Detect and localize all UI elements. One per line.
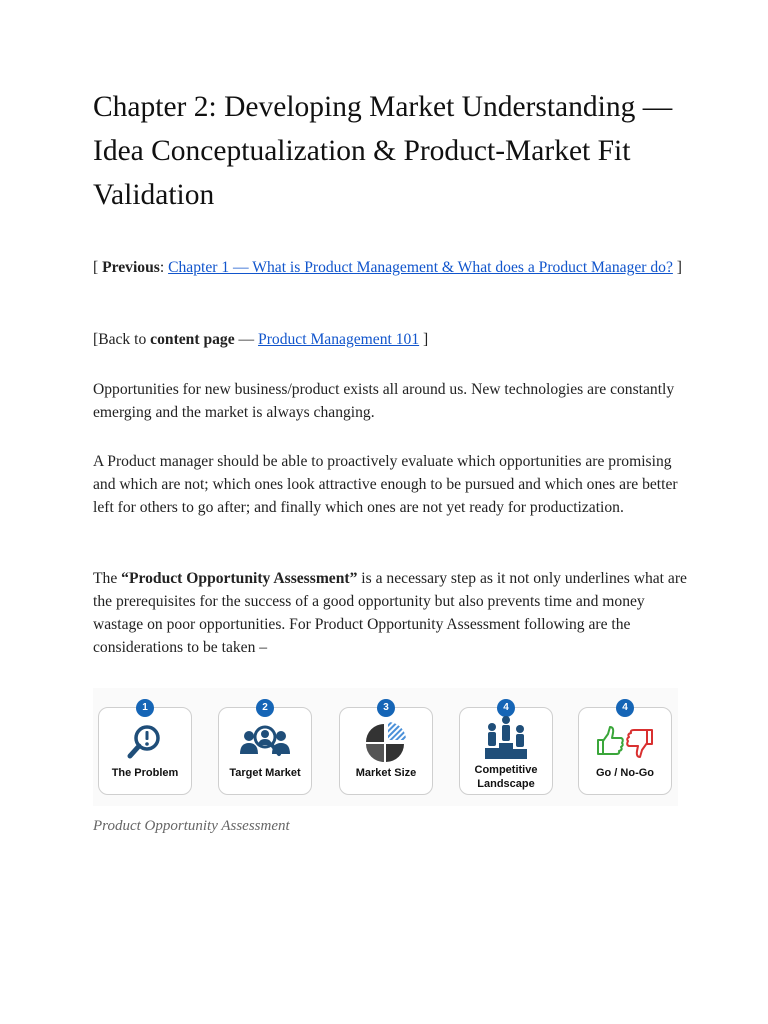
pie-chart-icon (340, 722, 432, 762)
bracket-close: ] (419, 331, 429, 348)
card-label: The Problem (111, 767, 179, 779)
dash: — (234, 331, 259, 348)
card-target-market (218, 702, 312, 795)
card-label: Target Market (229, 767, 301, 779)
back-to-text: [Back to (93, 331, 151, 348)
card-number: 2 (256, 699, 274, 717)
thumbs-up-down-icon (579, 722, 671, 762)
page-title: Chapter 2: Developing Market Understanding — Idea Conceptualization & Product-Market Fit Validation (93, 91, 673, 211)
previous-chapter-link[interactable]: Chapter 1 — What is Product Management & What does a Product Manager do? (168, 259, 673, 276)
card-go-no-go (578, 702, 672, 795)
paragraph-product-manager: A Product manager should be able to proactively evaluate which opportunities are promising and which are not; which ones look attractive enough to be pursued and which ones are better left for others to go after; and finally which ones are not yet ready for productization. (93, 453, 678, 516)
card-number: 3 (377, 699, 395, 717)
opportunity-assessment-figure (93, 688, 678, 806)
paragraph-opportunities: Opportunities for new business/product exists all around us. New technologies are constantly emerging and the market is always changing. (93, 381, 675, 421)
card-label: Market Size (355, 767, 417, 779)
magnifier-exclamation-icon (99, 722, 191, 762)
card-number: 4 (616, 699, 634, 717)
bracket-open: [ (93, 259, 103, 276)
paragraph-opportunity-assessment (93, 567, 693, 659)
podium-people-icon (460, 718, 552, 758)
card-label: Go / No-Go (595, 767, 655, 779)
colon: : (159, 259, 169, 276)
content-page-link[interactable]: Product Management 101 (258, 331, 420, 348)
people-magnifier-icon (219, 722, 311, 762)
poa-bold-term: “Product Opportunity Assessment” (121, 570, 358, 587)
card-the-problem (98, 702, 192, 795)
card-market-size (339, 702, 433, 795)
card-label: Competitive Landscape (474, 764, 538, 790)
figure-caption: Product Opportunity Assessment (93, 818, 290, 834)
poa-rest: is a necessary step as it not only underlines what are the prerequisites for the success of a good opportunity but also prevents time and money wastage on poor opportunities. For Product Opportunity Assessment following are the considerations to be taken – (93, 570, 687, 656)
card-competitive-landscape (459, 702, 553, 795)
card-number: 1 (136, 699, 154, 717)
card-number: 4 (497, 699, 515, 717)
previous-nav (93, 256, 693, 279)
poa-prefix: The (93, 570, 122, 587)
bracket-close: ] (672, 259, 682, 276)
back-nav (93, 328, 693, 351)
previous-label: Previous (102, 259, 160, 276)
content-page-label: content page (150, 331, 235, 348)
